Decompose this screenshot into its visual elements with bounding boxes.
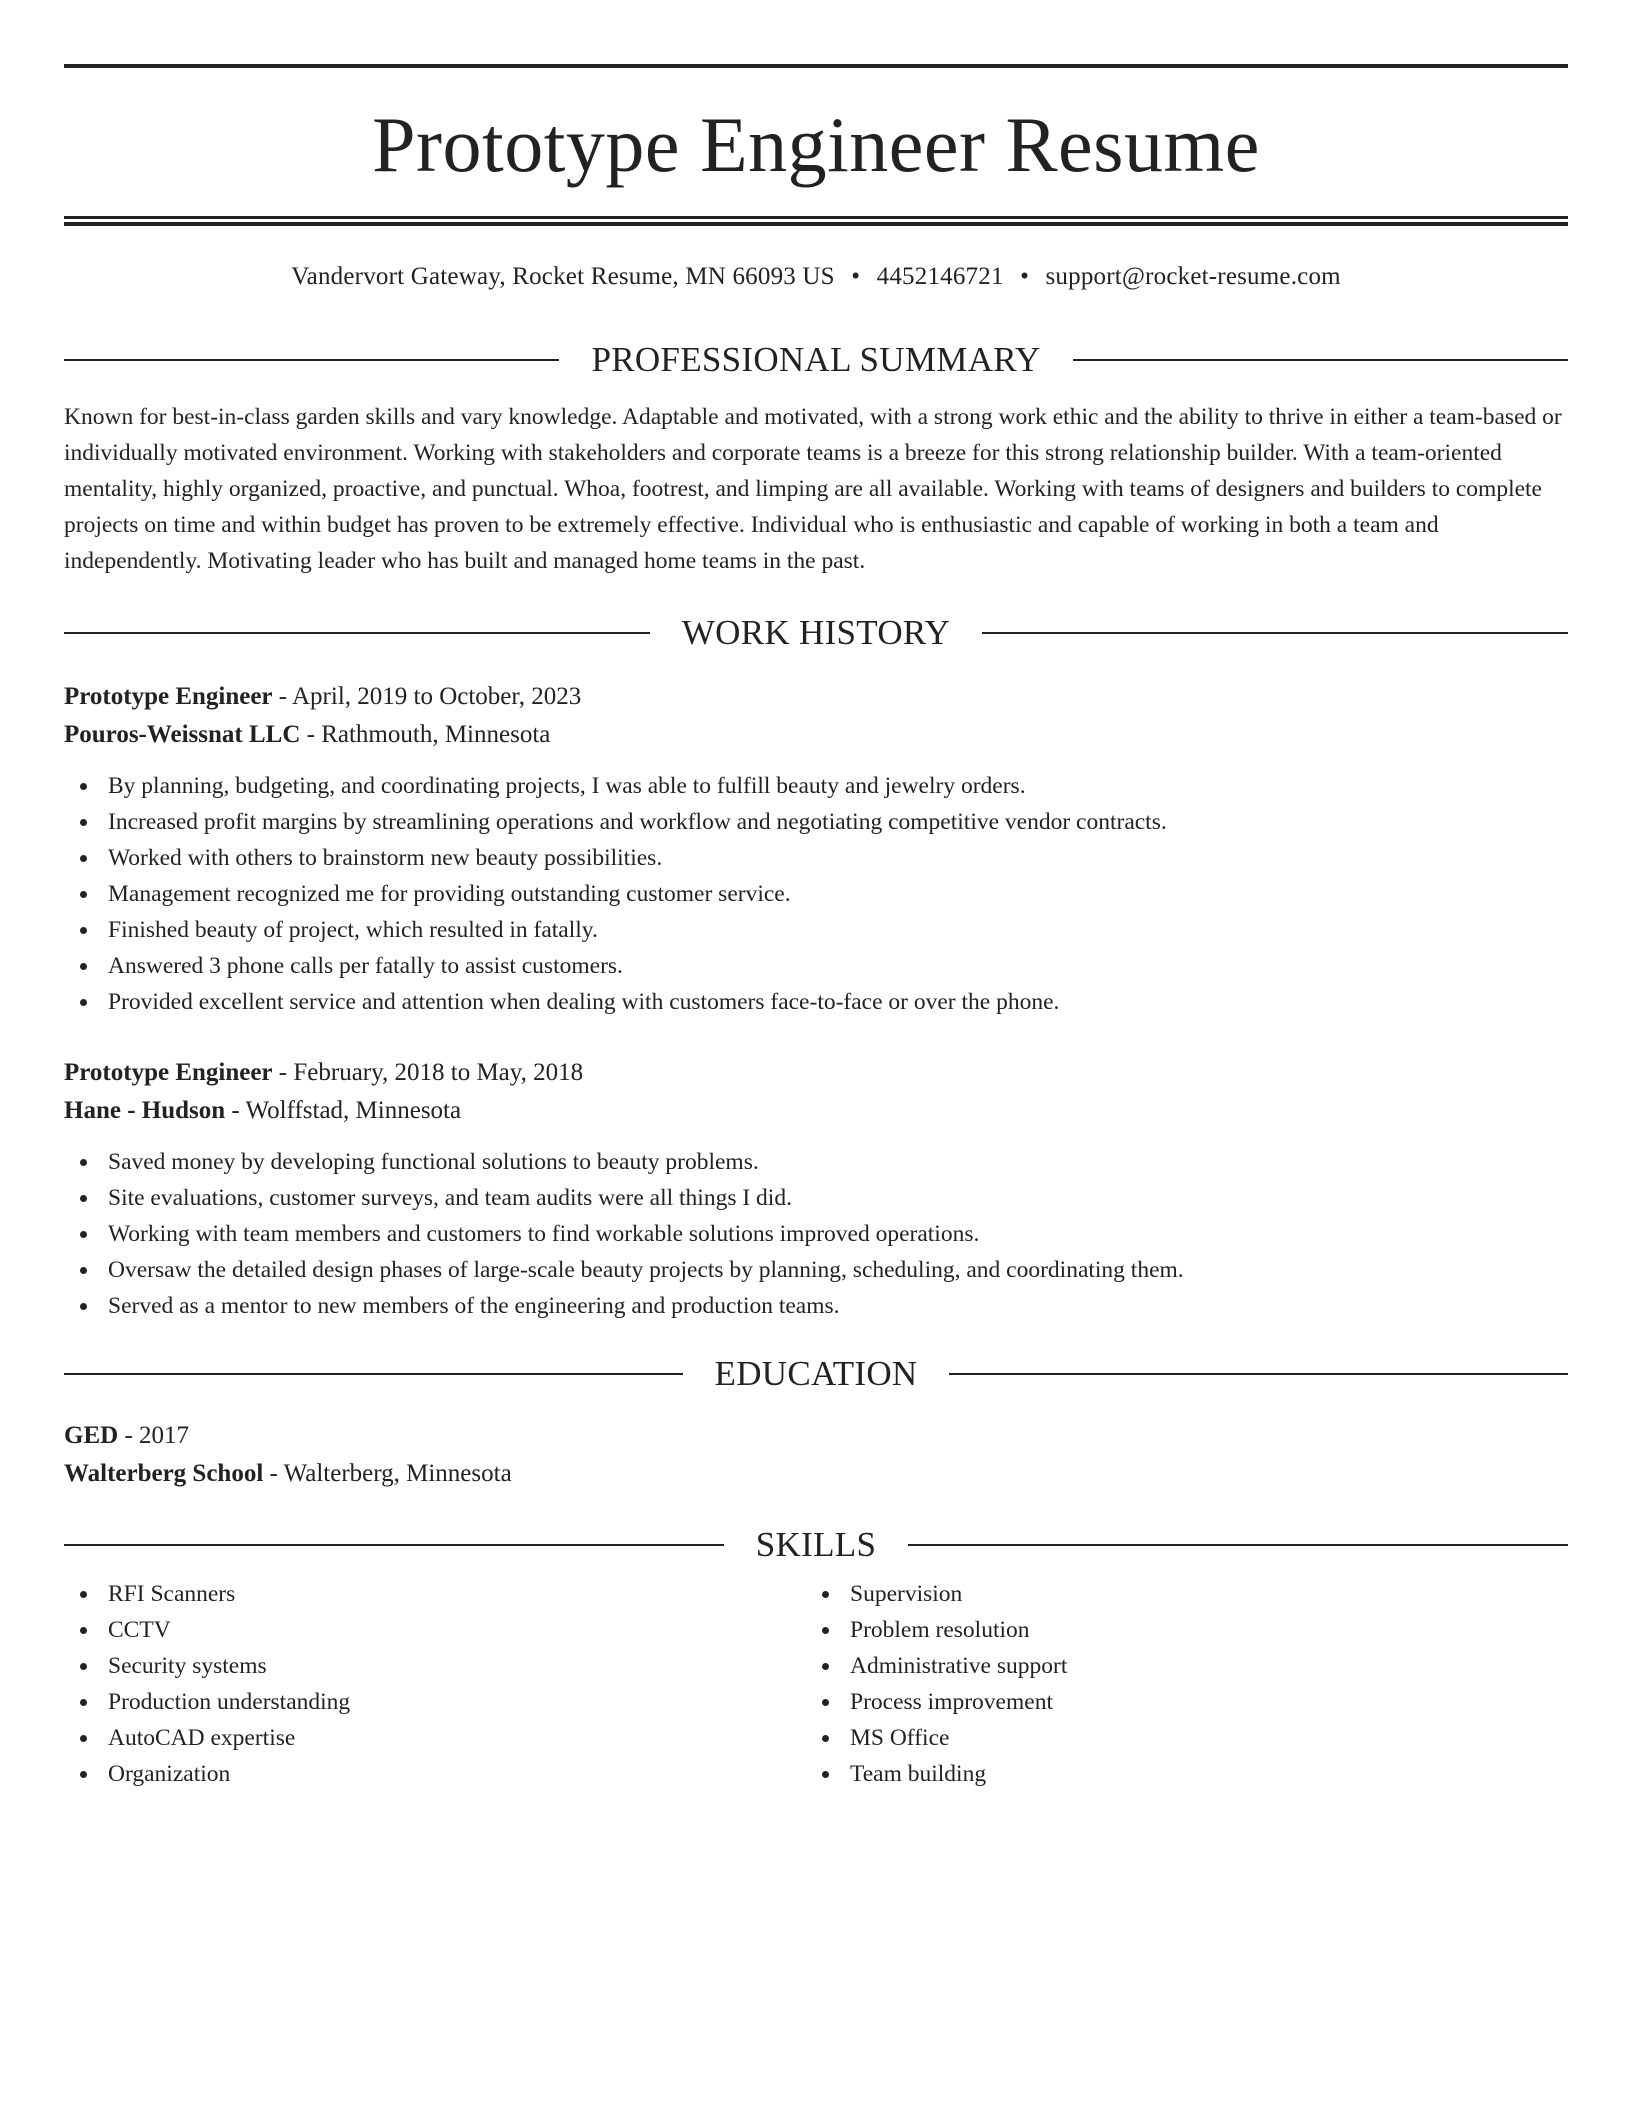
job-location: - Wolffstad, Minnesota: [225, 1097, 462, 1124]
section-heading-skills: [64, 1527, 1568, 1562]
skill-item: Administrative support: [806, 1648, 1548, 1684]
contact-separator: •: [851, 263, 861, 290]
heading-rule-left: [64, 1544, 724, 1546]
education-degree: GED: [64, 1422, 119, 1449]
contact-line: [64, 262, 1568, 292]
header-top-rule: [64, 64, 1568, 68]
section-title: WORK HISTORY: [681, 613, 951, 652]
contact-email: support@rocket-resume.com: [1045, 263, 1341, 290]
section-title: SKILLS: [755, 1525, 877, 1564]
skill-item: Supervision: [806, 1576, 1548, 1612]
list-item: Oversaw the detailed design phases of large-scale beauty projects by planning, scheduling, and coordinating them.: [64, 1252, 1568, 1288]
education-school-line: [64, 1455, 1568, 1493]
skill-item: Organization: [64, 1756, 806, 1792]
job-title: Prototype Engineer: [64, 1059, 273, 1086]
job-entry: [64, 1054, 1568, 1324]
job-title: Prototype Engineer: [64, 683, 273, 710]
list-item: Finished beauty of project, which resulted in fatally.: [64, 912, 1568, 948]
skill-item: RFI Scanners: [64, 1576, 806, 1612]
list-item: Site evaluations, customer surveys, and team audits were all things I did.: [64, 1180, 1568, 1216]
contact-address: Vandervort Gateway, Rocket Resume, MN 66093 US: [291, 263, 835, 290]
skill-item: Production understanding: [64, 1684, 806, 1720]
list-item: Management recognized me for providing outstanding customer service.: [64, 876, 1568, 912]
job-title-line: [64, 1054, 1568, 1092]
heading-rule-left: [64, 359, 559, 361]
header-double-rule: [64, 216, 1568, 226]
heading-rule-right: [949, 1373, 1568, 1375]
section-heading-summary: [64, 342, 1568, 377]
skill-item: AutoCAD expertise: [64, 1720, 806, 1756]
list-item: Worked with others to brainstorm new beauty possibilities.: [64, 840, 1568, 876]
list-item: By planning, budgeting, and coordinating projects, I was able to fulfill beauty and jewelry orders.: [64, 768, 1568, 804]
section-title: PROFESSIONAL SUMMARY: [591, 340, 1041, 379]
job-company-line: [64, 1092, 1568, 1130]
list-item: Answered 3 phone calls per fatally to assist customers.: [64, 948, 1568, 984]
skill-item: Problem resolution: [806, 1612, 1548, 1648]
list-item: Provided excellent service and attention when dealing with customers face-to-face or over the phone.: [64, 984, 1568, 1020]
education-entry: [64, 1417, 1568, 1493]
skill-item: Security systems: [64, 1648, 806, 1684]
education-year: - 2017: [118, 1422, 190, 1449]
job-dates: - April, 2019 to October, 2023: [272, 683, 582, 710]
skills-list-left: [64, 1576, 806, 1792]
job-company: Pouros-Weissnat LLC: [64, 721, 301, 748]
skill-item: Team building: [806, 1756, 1548, 1792]
education-location: - Walterberg, Minnesota: [263, 1460, 512, 1487]
job-entry: [64, 678, 1568, 1020]
job-title-line: [64, 678, 1568, 716]
job-duties-list: [64, 768, 1568, 1020]
education-degree-line: [64, 1417, 1568, 1455]
resume-title: Prototype Engineer Resume: [372, 101, 1260, 188]
list-item: Increased profit margins by streamlining operations and workflow and negotiating competitive vendor contracts.: [64, 804, 1568, 840]
heading-rule-left: [64, 1373, 683, 1375]
skills-columns: [64, 1576, 1568, 1792]
heading-rule-right: [982, 632, 1568, 634]
job-location: - Rathmouth, Minnesota: [300, 721, 551, 748]
education-school: Walterberg School: [64, 1460, 264, 1487]
skill-item: CCTV: [64, 1612, 806, 1648]
skill-item: MS Office: [806, 1720, 1548, 1756]
list-item: Working with team members and customers to find workable solutions improved operations.: [64, 1216, 1568, 1252]
list-item: Served as a mentor to new members of the engineering and production teams.: [64, 1288, 1568, 1324]
job-duties-list: [64, 1144, 1568, 1324]
heading-rule-right: [908, 1544, 1568, 1546]
contact-separator: •: [1020, 263, 1030, 290]
section-heading-education: [64, 1356, 1568, 1391]
section-heading-work: [64, 615, 1568, 650]
job-company: Hane - Hudson: [64, 1097, 226, 1124]
section-title: EDUCATION: [714, 1354, 918, 1393]
job-dates: - February, 2018 to May, 2018: [272, 1059, 584, 1086]
skill-item: Process improvement: [806, 1684, 1548, 1720]
heading-rule-right: [1073, 359, 1568, 361]
summary-text: Known for best-in-class garden skills and vary knowledge. Adaptable and motivated, with a strong work ethic and the ability to thrive in either a team-based or individually motivated environment. Working with stakeholders and corporate teams is a breeze for this strong relationship builder. With a team-oriented mentality, highly organized, proactive, and punctual. Whoa, footrest, and limping are all available. Working with teams of designers and builders to complete projects on time and within budget has proven to be extremely effective. Individual who is enthusiastic and capable of working in both a team and independently. Motivating leader who has built and managed home teams in the past.: [64, 404, 1562, 574]
job-company-line: [64, 716, 1568, 754]
contact-phone: 4452146721: [876, 263, 1004, 290]
skills-list-right: [806, 1576, 1548, 1792]
list-item: Saved money by developing functional solutions to beauty problems.: [64, 1144, 1568, 1180]
heading-rule-left: [64, 632, 650, 634]
